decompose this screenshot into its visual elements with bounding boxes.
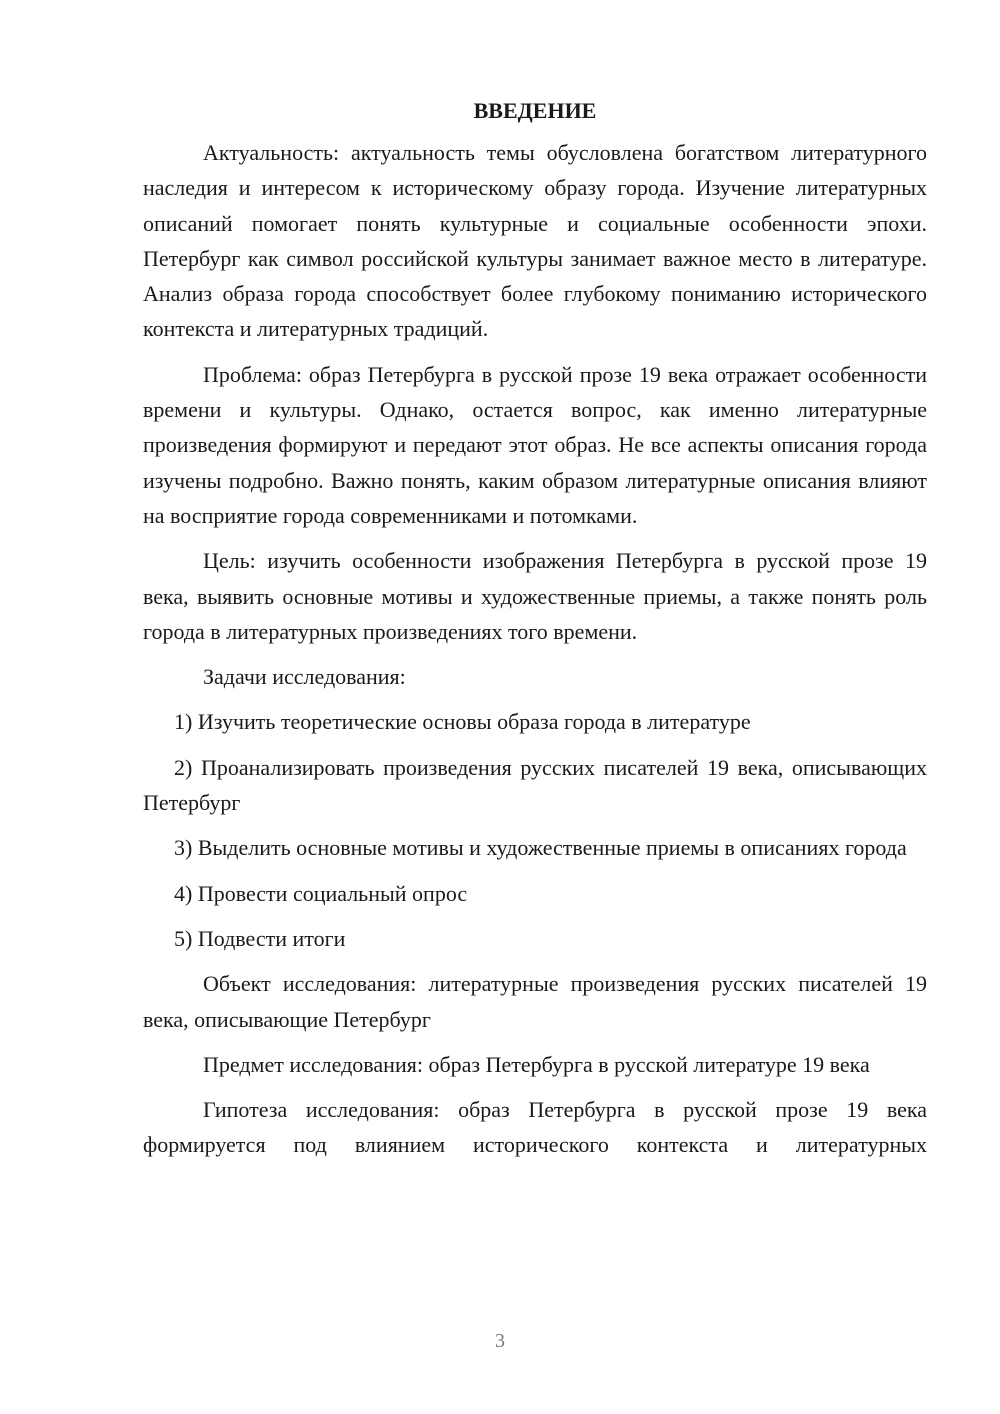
task-item-1: 1) Изучить теоретические основы образа города в литературе [174, 709, 751, 735]
document-body [143, 93, 927, 1173]
paragraph-goal: Цель: изучить особенности изображения Петербурга в русской прозе 19 века, выявить основные мотивы и художественные приемы, а также понять роль города в литературных произведениях того времени. [143, 548, 927, 644]
paragraph-relevance: Актуальность: актуальность темы обусловлена богатством литературного наследия и интересом к историческому образу города. Изучение литературных описаний помогает понять культурные и социальные особенности эпохи. Петербург как символ российской культуры занимает важное место в литературе. Анализ образа города способствует более глубокому пониманию исторического контекста и литературных традиций. [143, 140, 927, 342]
paragraph-problem: Проблема: образ Петербурга в русской прозе 19 века отражает особенности времени и культуры. Однако, остается вопрос, как именно литературные произведения формируют и передают этот образ. Не все аспекты описания города изучены подробно. Важно понять, каким образом литературные описания влияют на восприятие города современниками и потомками. [143, 361, 927, 528]
section-title: ВВЕДЕНИЕ [473, 98, 597, 123]
paragraph-hypothesis: Гипотеза исследования: образ Петербурга в русской прозе 19 века формируется под влиянием исторического контекста и литературных [143, 1097, 927, 1158]
page-number: 3 [495, 1330, 505, 1352]
paragraph-subject: Предмет исследования: образ Петербурга в русской литературе 19 века [203, 1051, 870, 1077]
task-item-3: 3) Выделить основные мотивы и художественные приемы в описаниях города [174, 835, 907, 861]
task-item-2: 2) Проанализировать произведения русских писателей 19 века, описывающих Петербург [143, 754, 927, 816]
task-item-4: 4) Провести социальный опрос [174, 880, 468, 906]
paragraph-object: Объект исследования: литературные произведения русских писателей 19 века, описывающие Петербург [143, 971, 927, 1032]
task-item-5: 5) Подвести итоги [174, 925, 346, 951]
tasks-heading: Задачи исследования: [203, 664, 406, 690]
